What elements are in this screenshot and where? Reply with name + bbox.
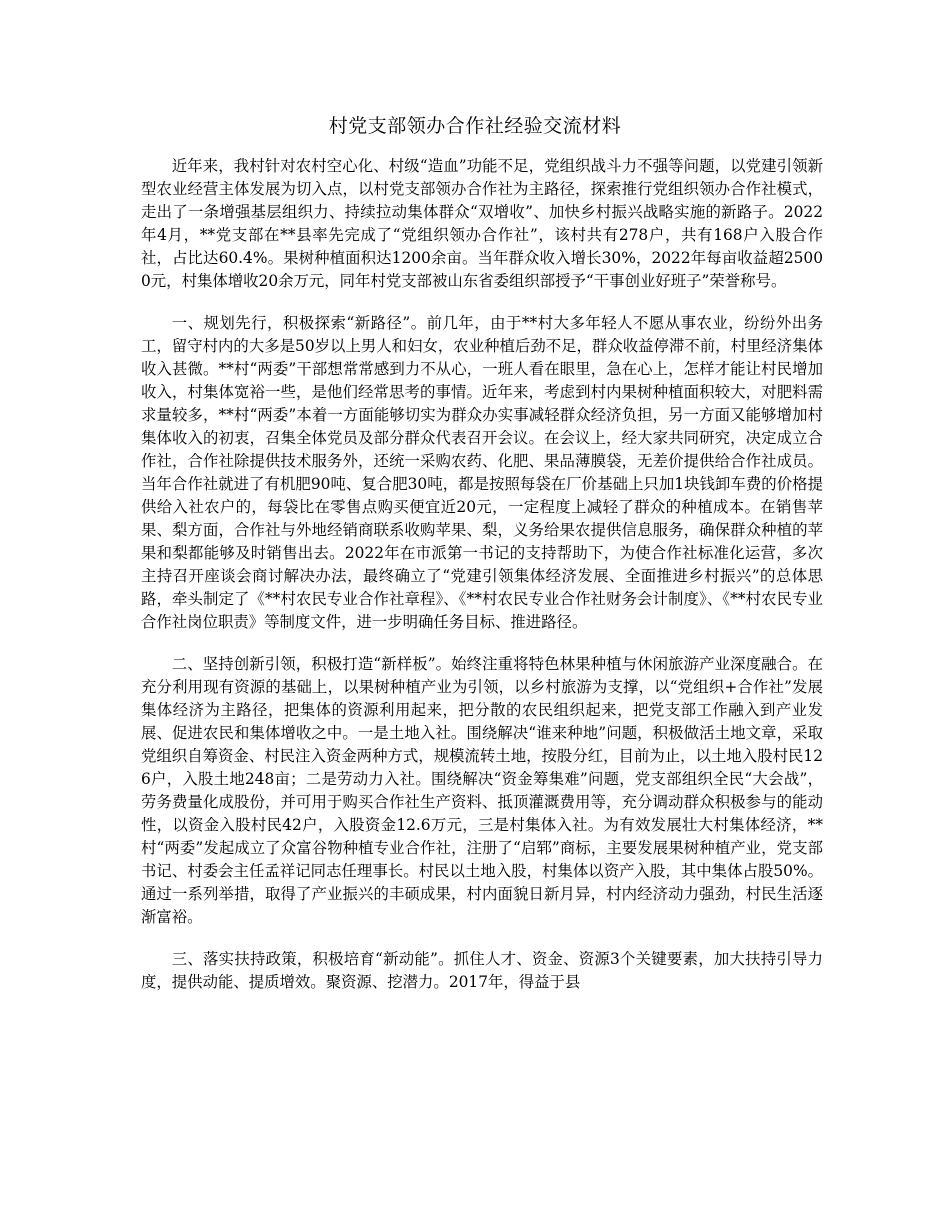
paragraph-section-1: 一、规划先行，积极探索“新路径”。前几年，由于**村大多年轻人不愿从事农业，纷纷外出务工，留守村内的大多是50岁以上男人和妇女，农业种植后劲不足，群众收益停滞不前，村里经济集体收入甚微。**村“两委”干部想常常感到力不从心，一班人看在眼里，急在心上，怎样才能让村民增加收入，村集体宽裕一些，是他们经常思考的事情。近年来，考虑到村内果树种植面积较大，对肥料需求量较多，**村“两委”本着一方面能够切实为群众办实事减轻群众经济负担，另一方面又能够增加村集体收入的初衷，召集全体党员及部分群众代表召开会议。在会议上，经大家共同研究，决定成立合作社，合作社除提供技术服务外，还统一采购农药、化肥、果品薄膜袋，无差价提供给合作社成员。当年合作社就进了有机肥90吨、复合肥30吨，都是按照每袋在厂价基础上只加1块钱卸车费的价格提供给入社农户的，每袋比在零售点购买便宜近20元，一定程度上减轻了群众的种植成本。在销售苹果、梨方面，合作社与外地经销商联系收购苹果、梨，义务给果农提供信息服务，确保群众种植的苹果和梨都能够及时销售出去。2022年在市派第一书记的支持帮助下，为使合作社标准化运营，多次主持召开座谈会商讨解决办法，最终确立了“党建引领集体经济发展、全面推进乡村振兴”的总体思路，牵头制定了《**村农民专业合作社章程》、《**村农民专业合作社财务会计制度》、《**村农民专业合作社岗位职责》等制度文件，进一步明确任务目标、推进路径。 [141,314,823,631]
document-body [141,155,823,1013]
paragraph-section-2: 二、坚持创新引领，积极打造“新样板”。始终注重将特色林果种植与休闲旅游产业深度融合。在充分利用现有资源的基础上，以果树种植产业为引领，以乡村旅游为支撑，以“党组织+合作社”发展集体经济为主路径，把集体的资源利用起来，把分散的农民组织起来，把党支部工作融入到产业发展、促进农民和集体增收之中。一是土地入社。围绕解决“谁来种地”问题，积极做活土地文章，采取党组织自筹资金、村民注入资金两种方式，规模流转土地，按股分红，目前为止，以土地入股村民126户，入股土地248亩；二是劳动力入社。围绕解决“资金筹集难”问题，党支部组织全民“大会战”，劳务费量化成股份，并可用于购买合作社生产资料、抵顶灌溉费用等，充分调动群众积极参与的能动性，以资金入股村民42户，入股资金12.6万元，三是村集体入社。为有效发展壮大村集体经济，**村“两委”发起成立了众富谷物种植专业合作社，注册了“启郓”商标，主要发展果树种植产业，党支部书记、村委会主任孟祥记同志任理事长。村民以土地入股，村集体以资产入股，其中集体占股50%。通过一系列举措，取得了产业振兴的丰硕成果，村内面貌日新月异，村内经济动力强劲，村民生活逐渐富裕。 [141,655,823,926]
paragraph-intro: 近年来，我村针对农村空心化、村级“造血”功能不足，党组织战斗力不强等问题，以党建引领新型农业经营主体发展为切入点，以村党支部领办合作社为主路径，探索推行党组织领办合作社模式，走出了一条增强基层组织力、持续拉动集体群众“双增收”、加快乡村振兴战略实施的新路子。2022年4月，**党支部在**县率先完成了“党组织领办合作社”，该村共有278户，共有168户入股合作社，占比达60.4%。果树种植面积达1200余亩。当年群众收入增长30%，2022年每亩收益超25000元，村集体增收20余万元，同年村党支部被山东省委组织部授予“干事创业好班子”荣誉称号。 [141,157,823,290]
document-title: 村党支部领办合作社经验交流材料 [328,115,622,137]
paragraph-section-3: 三、落实扶持政策，积极培育“新动能”。抓住人才、资金、资源3个关键要素，加大扶持引导力度，提供动能、提质增效。聚资源、挖潜力。2017年，得益于县 [141,950,823,991]
